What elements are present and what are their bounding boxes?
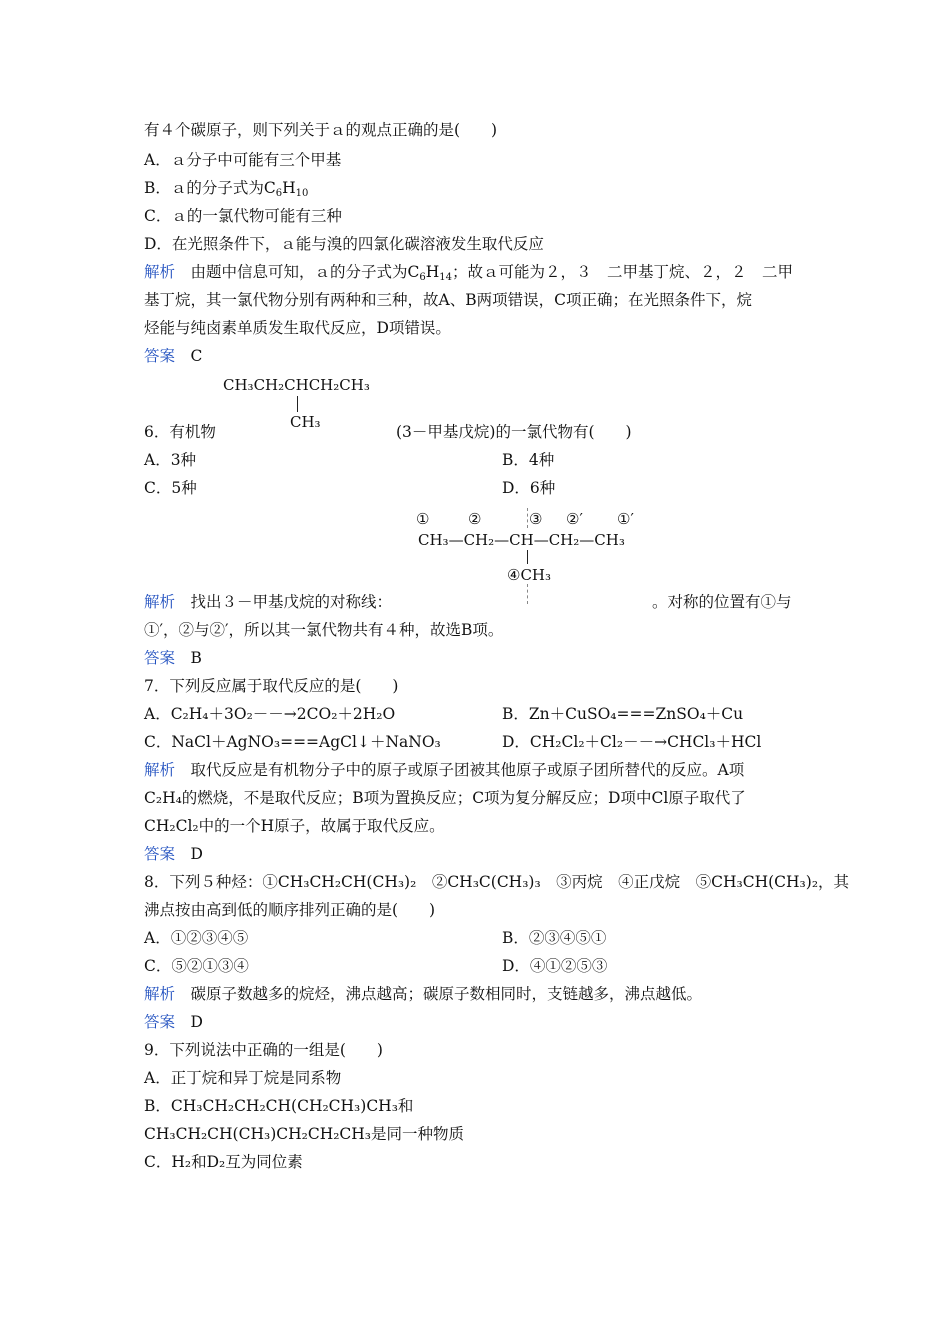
answer-label: 答案 [144, 649, 176, 667]
q9-option-b-line2: CH₃CH₂CH(CH₃)CH₂CH₂CH₃是同一种物质 [144, 1125, 465, 1143]
symmetry-line-top [527, 508, 528, 528]
q7-option-c: C．NaCl＋AgNO₃===AgCl↓＋NaNO₃ [144, 733, 441, 751]
q6-analysis-line2: ①′，②与②′，所以其一氯代物共有４种，故选B项。 [144, 621, 504, 639]
q6-analysis-line1-end: 。对称的位置有①与 [652, 593, 792, 611]
q5-analysis-line1: 解析 由题中信息可知，ａ的分子式为$C_6H_{14}$；故ａ可能为２，３ 二甲基丁烷、２，２ 二甲 [144, 263, 794, 283]
q6-structure-main-chain: CH₃CH₂CHCH₂CH₃ [223, 376, 370, 394]
q9-option-a: A．正丁烷和异丁烷是同系物 [144, 1069, 342, 1087]
analysis-label: 解析 [144, 761, 176, 779]
answer-label: 答案 [144, 347, 176, 365]
q8-answer: 答案 D [144, 1013, 203, 1031]
q6-structure-branch: CH₃ [290, 413, 321, 431]
q9-option-b-line1: B．CH₃CH₂CH₂CH(CH₂CH₃)CH₃和 [144, 1097, 414, 1115]
analysis-label: 解析 [144, 263, 176, 281]
q5-analysis-line3: 烃能与纯卤素单质发生取代反应，D项错误。 [144, 319, 451, 337]
q8-option-a: A．①②③④⑤ [144, 929, 249, 947]
q7-option-a: A．C₂H₄＋3O₂－－→2CO₂＋2H₂O [144, 705, 396, 723]
sym-branch-bond [527, 550, 528, 564]
q5-option-b: B．ａ的分子式为$C_6H_{10}$ [144, 179, 309, 199]
q7-analysis-line1: 解析 取代反应是有机物分子中的原子或原子团被其他原子或原子团所替代的反应。A项 [144, 761, 745, 779]
q8-option-d: D．④①②⑤③ [502, 957, 608, 975]
q8-stem-line1: 8．下列５种烃：①CH₃CH₂CH(CH₃)₂ ②CH₃C(CH₃)₃ ③丙烷 ④正戊烷 ⑤CH₃CH(CH₃)₂，其 [144, 873, 850, 891]
q6-stem-prefix: 6．有机物 [144, 423, 216, 441]
q8-option-b: B．②③④⑤① [502, 929, 607, 947]
sym-label-1-prime: ①′ [617, 510, 634, 528]
q9-option-c: C．H₂和D₂互为同位素 [144, 1153, 303, 1171]
q6-stem-suffix: (3－甲基戊烷)的一氯代物有( ) [396, 423, 632, 441]
q5-option-c: C．ａ的一氯代物可能有三种 [144, 207, 342, 225]
sym-label-2: ② [468, 510, 482, 528]
q6-option-b: B．4种 [502, 451, 555, 469]
sym-label-3: ③ [529, 510, 543, 528]
q8-analysis: 解析 碳原子数越多的烷烃，沸点越高；碳原子数相同时，支链越多，沸点越低。 [144, 985, 703, 1003]
q5-option-d: D．在光照条件下，ａ能与溴的四氯化碳溶液发生取代反应 [144, 235, 544, 253]
q6-analysis-line1: 解析 找出３－甲基戊烷的对称线： [144, 593, 393, 611]
q7-option-b: B．Zn＋CuSO₄===ZnSO₄＋Cu [502, 705, 744, 723]
q7-analysis-line2: C₂H₄的燃烧，不是取代反应；B项为置换反应；C项为复分解反应；D项中Cl原子取代了 [144, 789, 746, 807]
q5-answer: 答案 C [144, 347, 203, 365]
q9-stem: 9．下列说法中正确的一组是( ) [144, 1041, 383, 1059]
q5-stem: 有４个碳原子，则下列关于ａ的观点正确的是( ) [144, 121, 498, 139]
analysis-label: 解析 [144, 593, 176, 611]
q8-option-c: C．⑤②①③④ [144, 957, 249, 975]
q5-option-a: A．ａ分子中可能有三个甲基 [144, 151, 342, 169]
sym-branch: ④CH₃ [507, 566, 552, 584]
q6-structure-bond [297, 396, 298, 412]
q8-stem-line2: 沸点按由高到低的顺序排列正确的是( ) [144, 901, 436, 919]
q6-answer: 答案 B [144, 649, 202, 667]
answer-label: 答案 [144, 845, 176, 863]
q6-option-a: A．3种 [144, 451, 197, 469]
q7-analysis-line3: CH₂Cl₂中的一个H原子，故属于取代反应。 [144, 817, 445, 835]
q7-option-d: D．CH₂Cl₂＋Cl₂－－→CHCl₃＋HCl [502, 733, 762, 751]
symmetry-line-bottom [527, 584, 528, 604]
sym-chain: CH₃—CH₂—CH—CH₂—CH₃ [418, 531, 625, 549]
q7-answer: 答案 D [144, 845, 203, 863]
q7-stem: 7．下列反应属于取代反应的是( ) [144, 677, 399, 695]
sym-label-2-prime: ②′ [566, 510, 583, 528]
sym-label-1: ① [416, 510, 430, 528]
analysis-label: 解析 [144, 985, 176, 1003]
q6-option-c: C．5种 [144, 479, 197, 497]
q5-analysis-line2: 基丁烷，其一氯代物分别有两种和三种，故A、B两项错误，C项正确；在光照条件下，烷 [144, 291, 752, 309]
answer-label: 答案 [144, 1013, 176, 1031]
q6-option-d: D．6种 [502, 479, 556, 497]
